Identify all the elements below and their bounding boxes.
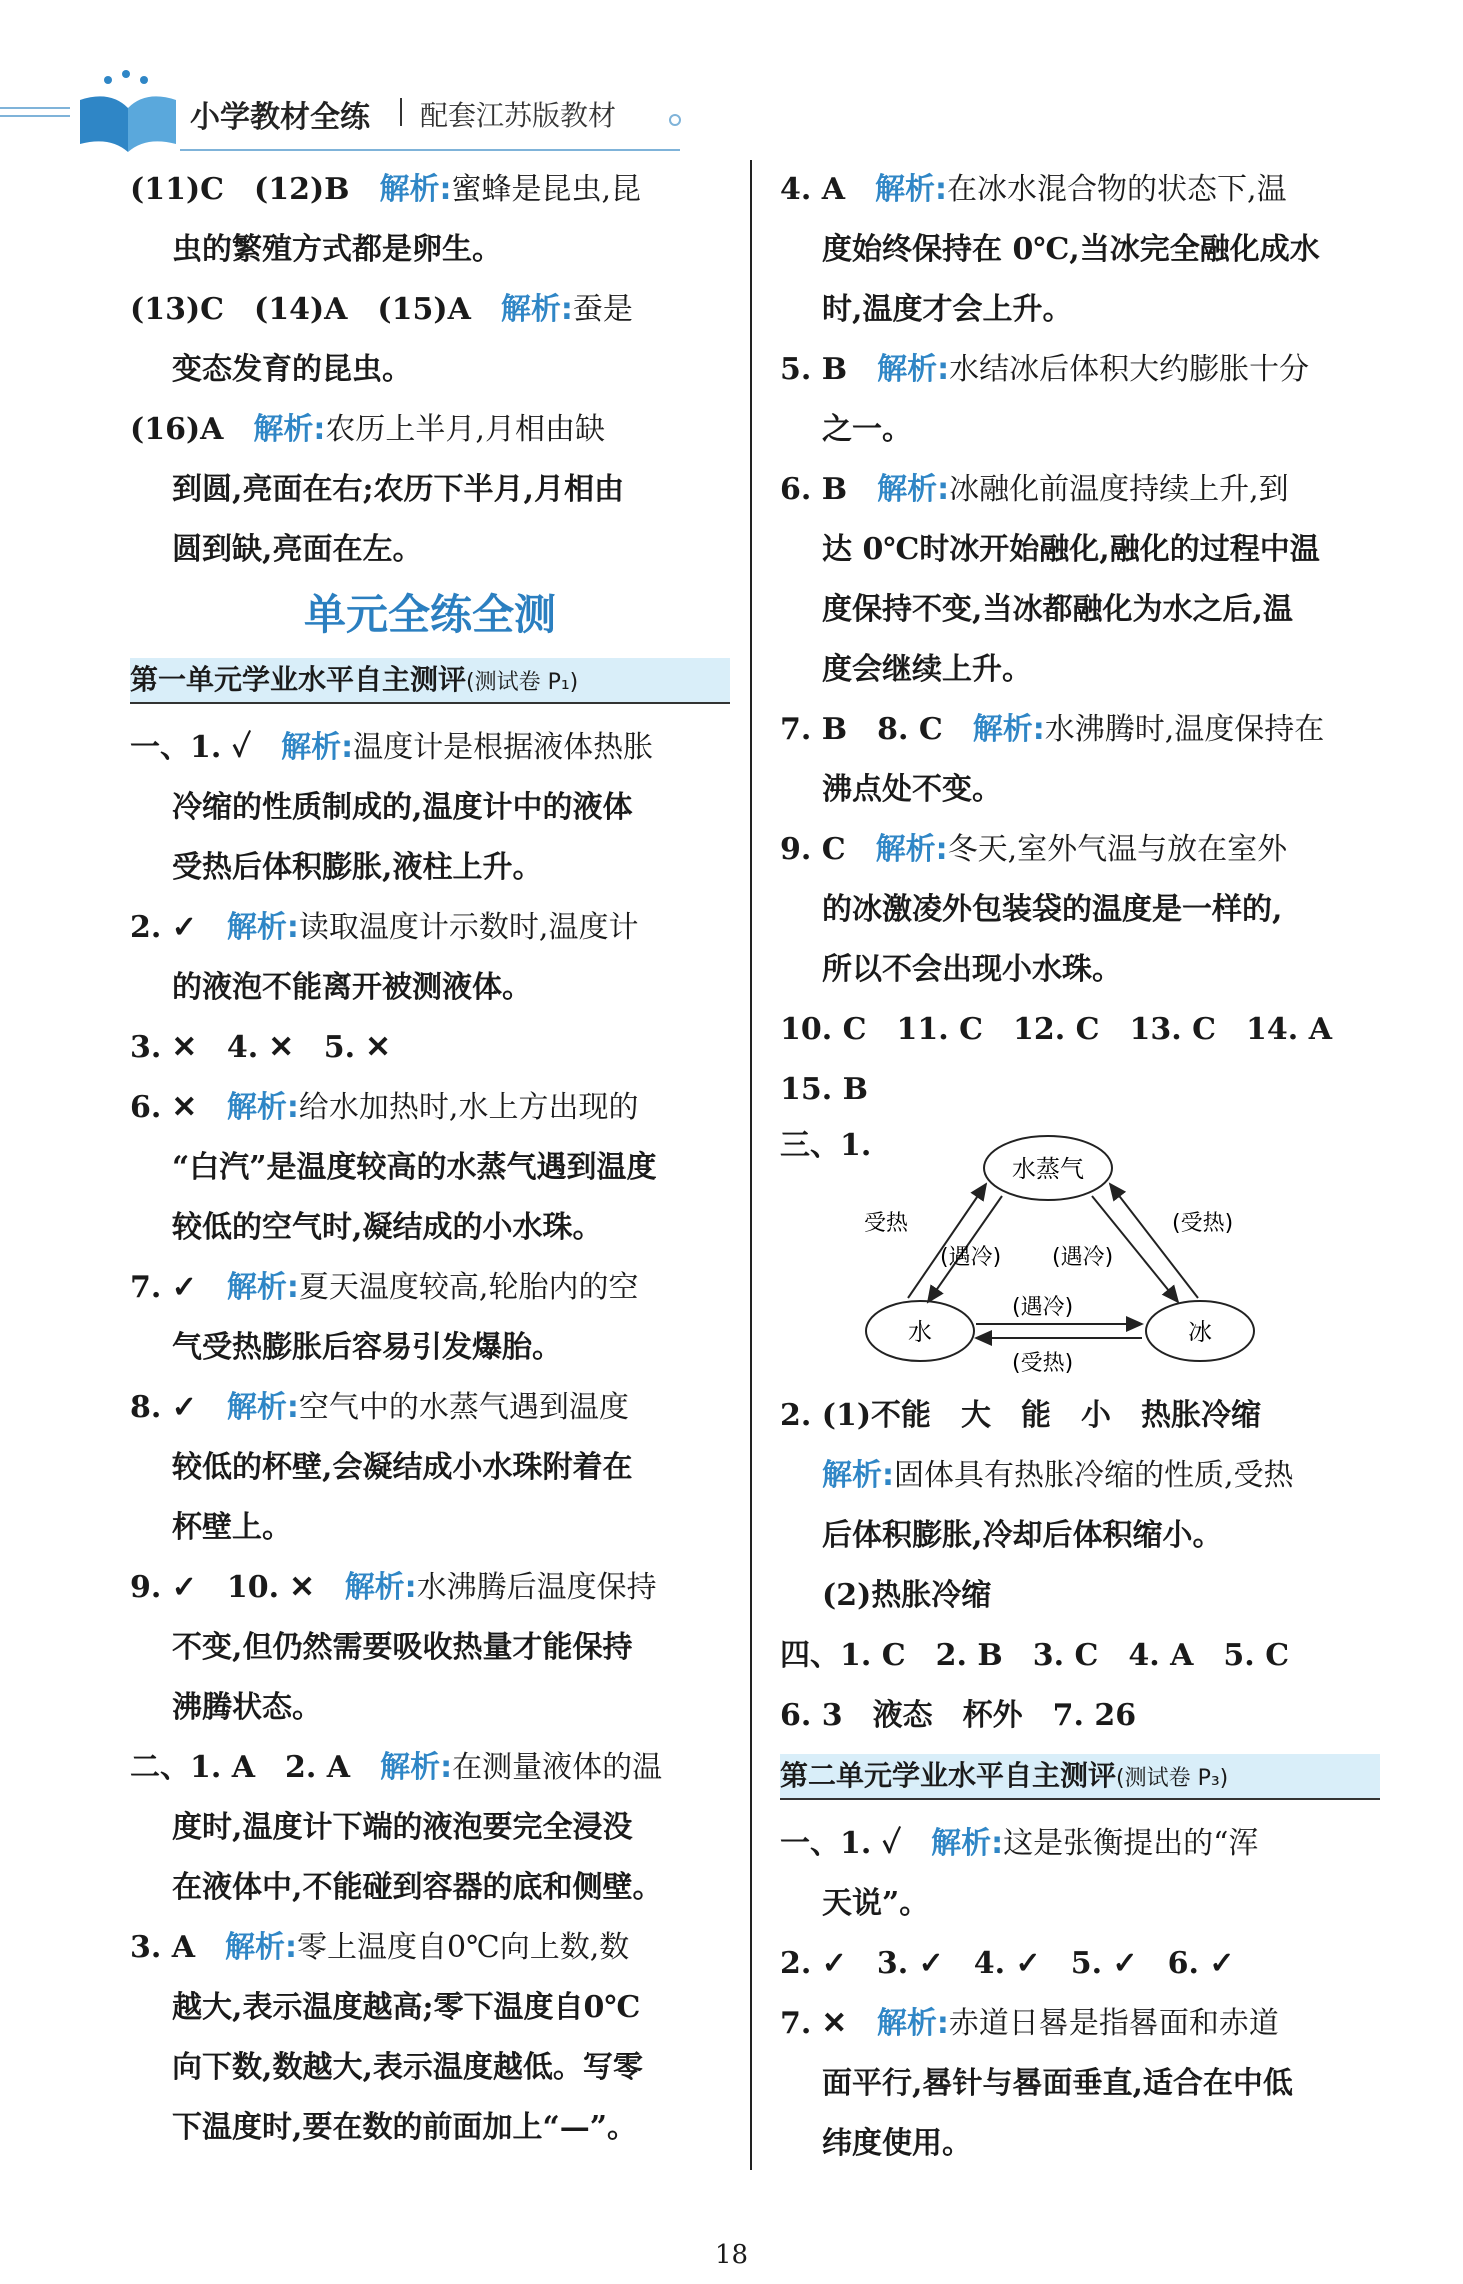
edge-label-right-inner: (遇冷) [1052, 1245, 1114, 1270]
answer-line [130, 1018, 730, 1078]
answer-line [130, 1678, 730, 1738]
answer-line [780, 400, 1380, 460]
book-subtitle: 配套江苏版教材 [420, 99, 617, 132]
unit-heading-text: 第一单元学业水平自主测评 [130, 663, 467, 696]
answer-line [780, 1386, 1380, 1446]
answer-text: 3. A [130, 1930, 226, 1965]
answer-line [130, 2038, 730, 2098]
analysis-label: 解析: [226, 1270, 299, 1305]
answer-text: 不变,但仍然需要吸收热量才能保持 [172, 1630, 633, 1665]
answer-text: 后体积膨胀,冷却后体积缩小。 [822, 1518, 1223, 1553]
analysis-label: 解析: [877, 472, 950, 507]
answer-line [130, 838, 730, 898]
analysis-text: 冬天,室外气温与放在室外 [947, 832, 1288, 867]
answer-text: 3. ✕ 4. ✕ 5. ✕ [130, 1030, 391, 1065]
answer-line [780, 700, 1380, 760]
analysis-text: 读取温度计示数时,温度计 [298, 910, 639, 945]
answer-text: 较低的杯壁,会凝结成小水珠附着在 [172, 1450, 633, 1485]
answer-line [780, 1506, 1380, 1566]
answer-line [130, 1078, 730, 1138]
analysis-label: 解析: [876, 2006, 949, 2041]
analysis-label: 解析: [379, 172, 452, 207]
analysis-label: 解析: [931, 1826, 1004, 1861]
steam-node-label: 水蒸气 [1012, 1155, 1084, 1183]
answer-line [780, 520, 1380, 580]
answer-text: (11)C (12)B [130, 172, 380, 207]
answer-line [130, 2098, 730, 2158]
answer-text: 沸腾状态。 [172, 1690, 322, 1725]
answer-text: 2. ✓ [130, 910, 227, 945]
answer-text: 冷缩的性质制成的,温度计中的液体 [172, 790, 633, 825]
analysis-label: 解析: [253, 412, 326, 447]
answer-line [130, 898, 730, 958]
arrow-ice-to-steam [1110, 1184, 1198, 1298]
page-number: 18 [714, 2240, 749, 2270]
answer-text: 4. A [780, 172, 876, 207]
water-state-diagram [780, 1126, 1380, 1386]
answer-line [780, 1814, 1380, 1874]
answer-text: 一、1. ✓ [780, 1826, 932, 1861]
answer-line [130, 220, 730, 280]
right-column [780, 160, 1380, 2174]
analysis-label: 解析: [226, 1390, 299, 1425]
unit-heading-text: 第二单元学业水平自主测评 [780, 1759, 1117, 1792]
answer-line [130, 1198, 730, 1258]
answer-line [780, 460, 1380, 520]
answer-text: 的冰激凌外包装袋的温度是一样的, [822, 892, 1283, 927]
answer-line [780, 1566, 1380, 1626]
analysis-text: 这是张衡提出的“浑 [1003, 1826, 1259, 1861]
analysis-text: 蚕是 [572, 292, 633, 327]
answer-text: 5. B [780, 352, 878, 387]
answer-line [130, 1798, 730, 1858]
analysis-text: 赤道日晷是指晷面和赤道 [948, 2006, 1279, 2041]
answer-line [780, 1446, 1380, 1506]
answer-text: 7. ✓ [130, 1270, 227, 1305]
answer-text: 沸点处不变。 [822, 772, 1002, 807]
answer-text: 6. B [780, 472, 878, 507]
answer-text: 度保持不变,当冰都融化为水之后,温 [822, 592, 1293, 627]
book-title: 小学教材全练 [190, 100, 370, 135]
answer-text: (16)A [130, 412, 254, 447]
unit-heading [130, 658, 730, 704]
answer-text: 达 0℃时冰开始融化,融化的过程中温 [822, 532, 1320, 567]
answer-line [780, 760, 1380, 820]
analysis-text: 空气中的水蒸气遇到温度 [298, 1390, 629, 1425]
answer-line [130, 1918, 730, 1978]
edge-label-bottom-top: (遇冷) [1012, 1295, 1074, 1320]
answer-text: 受热后体积膨胀,液柱上升。 [172, 850, 543, 885]
answer-line [130, 1858, 730, 1918]
ice-node-label: 冰 [1188, 1318, 1212, 1346]
answer-line [130, 460, 730, 520]
answer-line [130, 958, 730, 1018]
answer-line [130, 1438, 730, 1498]
answer-line [780, 160, 1380, 220]
answer-line [130, 1318, 730, 1378]
answer-line [780, 2054, 1380, 2114]
answer-line [130, 1138, 730, 1198]
answer-text: 7. ✕ [780, 2006, 877, 2041]
answer-text: 到圆,亮面在右;农历下半月,月相由 [172, 472, 624, 507]
answer-line [130, 280, 730, 340]
answer-text: 虫的繁殖方式都是卵生。 [172, 232, 502, 267]
water-node-label: 水 [908, 1318, 932, 1346]
answer-line [130, 1618, 730, 1678]
answer-text: 9. ✓ 10. ✕ [130, 1570, 345, 1605]
edge-label-right-outer: (受热) [1172, 1211, 1234, 1236]
analysis-text: 冰融化前温度持续上升,到 [949, 472, 1289, 507]
analysis-text: 零上温度自0℃向上数,数 [297, 1930, 630, 1965]
page-header [0, 60, 700, 160]
analysis-label: 解析: [822, 1458, 894, 1493]
analysis-text: 农历上半月,月相由缺 [325, 412, 605, 447]
answer-text: 在液体中,不能碰到容器的底和侧壁。 [172, 1870, 663, 1905]
answer-line [780, 2114, 1380, 2174]
answer-text: 变态发育的昆虫。 [172, 352, 412, 387]
analysis-text: 给水加热时,水上方出现的 [298, 1090, 639, 1125]
edge-label-bottom-bottom: (受热) [1012, 1351, 1074, 1376]
answer-line [780, 640, 1380, 700]
answer-text: 越大,表示温度越高;零下温度自0℃ [172, 1990, 641, 2025]
answer-text: 较低的空气时,凝结成的小水珠。 [172, 1210, 603, 1245]
answer-text: 度始终保持在 0℃,当冰完全融化成水 [822, 232, 1320, 267]
analysis-text: 夏天温度较高,轮胎内的空 [298, 1270, 639, 1305]
answer-line [780, 1994, 1380, 2054]
analysis-text: 水结冰后体积大约膨胀十分 [949, 352, 1310, 387]
section-title: 单元全练全测 [303, 590, 556, 639]
answer-text: 9. C [780, 832, 876, 867]
analysis-label: 解析: [225, 1930, 298, 1965]
column-divider [750, 160, 752, 2170]
analysis-label: 解析: [875, 172, 948, 207]
answer-text: 向下数,数越大,表示温度越低。写零 [172, 2050, 643, 2085]
answer-line [780, 1626, 1380, 1686]
answer-text: 2. (1)不能 大 能 小 热胀冷缩 [780, 1398, 1262, 1433]
analysis-text: 水沸腾时,温度保持在 [1044, 712, 1325, 747]
analysis-text: 蜜蜂是昆虫,昆 [451, 172, 642, 207]
answer-text: 6. ✕ [130, 1090, 227, 1125]
answer-line [130, 160, 730, 220]
unit-heading-note: (测试卷 P₃) [1116, 1766, 1229, 1791]
answer-text: 气受热膨胀后容易引发爆胎。 [172, 1330, 562, 1365]
answer-line [130, 1378, 730, 1438]
answer-text: 度会继续上升。 [822, 652, 1032, 687]
answer-line [780, 340, 1380, 400]
analysis-label: 解析: [226, 910, 299, 945]
answer-text: 时,温度才会上升。 [822, 292, 1073, 327]
edge-label-left-inner: (遇冷) [940, 1245, 1002, 1270]
analysis-label: 解析: [344, 1570, 417, 1605]
answer-text: 面平行,晷针与晷面垂直,适合在中低 [822, 2066, 1293, 2101]
answer-line [780, 280, 1380, 340]
answer-text: 一、1. ✓ [130, 730, 282, 765]
answer-line [130, 718, 730, 778]
answer-text: 2. ✓ 3. ✓ 4. ✓ 5. ✓ 6. ✓ [780, 1946, 1235, 1981]
answer-text: 7. B 8. C [780, 712, 973, 747]
answer-line [780, 580, 1380, 640]
answer-line [780, 1000, 1380, 1060]
answer-text: (2)热胀冷缩 [822, 1578, 992, 1613]
answer-text: 所以不会出现小水珠。 [822, 952, 1122, 987]
arrow-water-to-steam [908, 1184, 986, 1298]
answer-text: 二、1. A 2. A [130, 1750, 381, 1785]
diagram-question-label: 三、1. [780, 1128, 872, 1163]
answer-text: 15. B [780, 1072, 868, 1107]
answer-line [130, 1978, 730, 2038]
analysis-text: 在冰水混合物的状态下,温 [947, 172, 1287, 207]
answer-line [130, 1258, 730, 1318]
answer-text: 下温度时,要在数的前面加上“—”。 [172, 2110, 637, 2145]
analysis-label: 解析: [380, 1750, 453, 1785]
analysis-text: 在测量液体的温 [452, 1750, 663, 1785]
answer-text: 度时,温度计下端的液泡要完全浸没 [172, 1810, 633, 1845]
analysis-label: 解析: [877, 352, 950, 387]
answer-line [780, 820, 1380, 880]
analysis-text: 温度计是根据液体热胀 [353, 730, 654, 765]
answer-text: 10. C 11. C 12. C 13. C 14. A [780, 1012, 1332, 1047]
answer-line [130, 1738, 730, 1798]
answer-text: 8. ✓ [130, 1390, 227, 1425]
unit-heading [780, 1754, 1380, 1800]
analysis-label: 解析: [500, 292, 573, 327]
answer-text: “白汽”是温度较高的水蒸气遇到温度 [172, 1150, 657, 1185]
answer-text: 之一。 [822, 412, 912, 447]
answer-line [130, 400, 730, 460]
analysis-text: 固体具有热胀冷缩的性质,受热 [894, 1458, 1294, 1493]
analysis-label: 解析: [875, 832, 948, 867]
answer-line [780, 1686, 1380, 1746]
analysis-text: 水沸腾后温度保持 [416, 1570, 657, 1605]
answer-line [130, 778, 730, 838]
answer-text: 圆到缺,亮面在左。 [172, 532, 423, 567]
answer-line [780, 1874, 1380, 1934]
answer-line [130, 1558, 730, 1618]
analysis-label: 解析: [972, 712, 1045, 747]
answer-text: 四、1. C 2. B 3. C 4. A 5. C [780, 1638, 1290, 1673]
answer-line [780, 1060, 1380, 1120]
unit-heading-note: (测试卷 P₁) [466, 670, 579, 695]
answer-text: 纬度使用。 [822, 2126, 972, 2161]
book-logo-icon [0, 60, 180, 160]
answer-text: 天说”。 [822, 1886, 930, 1921]
answer-line [780, 220, 1380, 280]
answer-line [130, 520, 730, 580]
left-column [130, 160, 730, 2158]
answer-text: 的液泡不能离开被测液体。 [172, 970, 532, 1005]
answer-text: 6. 3 液态 杯外 7. 26 [780, 1698, 1137, 1733]
answer-text: 杯壁上。 [172, 1510, 292, 1545]
analysis-label: 解析: [226, 1090, 299, 1125]
analysis-label: 解析: [281, 730, 354, 765]
answer-line [780, 940, 1380, 1000]
header-divider [400, 98, 402, 126]
answer-line [780, 1934, 1380, 1994]
answer-line [130, 1498, 730, 1558]
answer-line [130, 340, 730, 400]
edge-label-left-outer: 受热 [864, 1211, 909, 1236]
answer-text: (13)C (14)A (15)A [130, 292, 501, 327]
answer-line [780, 880, 1380, 940]
